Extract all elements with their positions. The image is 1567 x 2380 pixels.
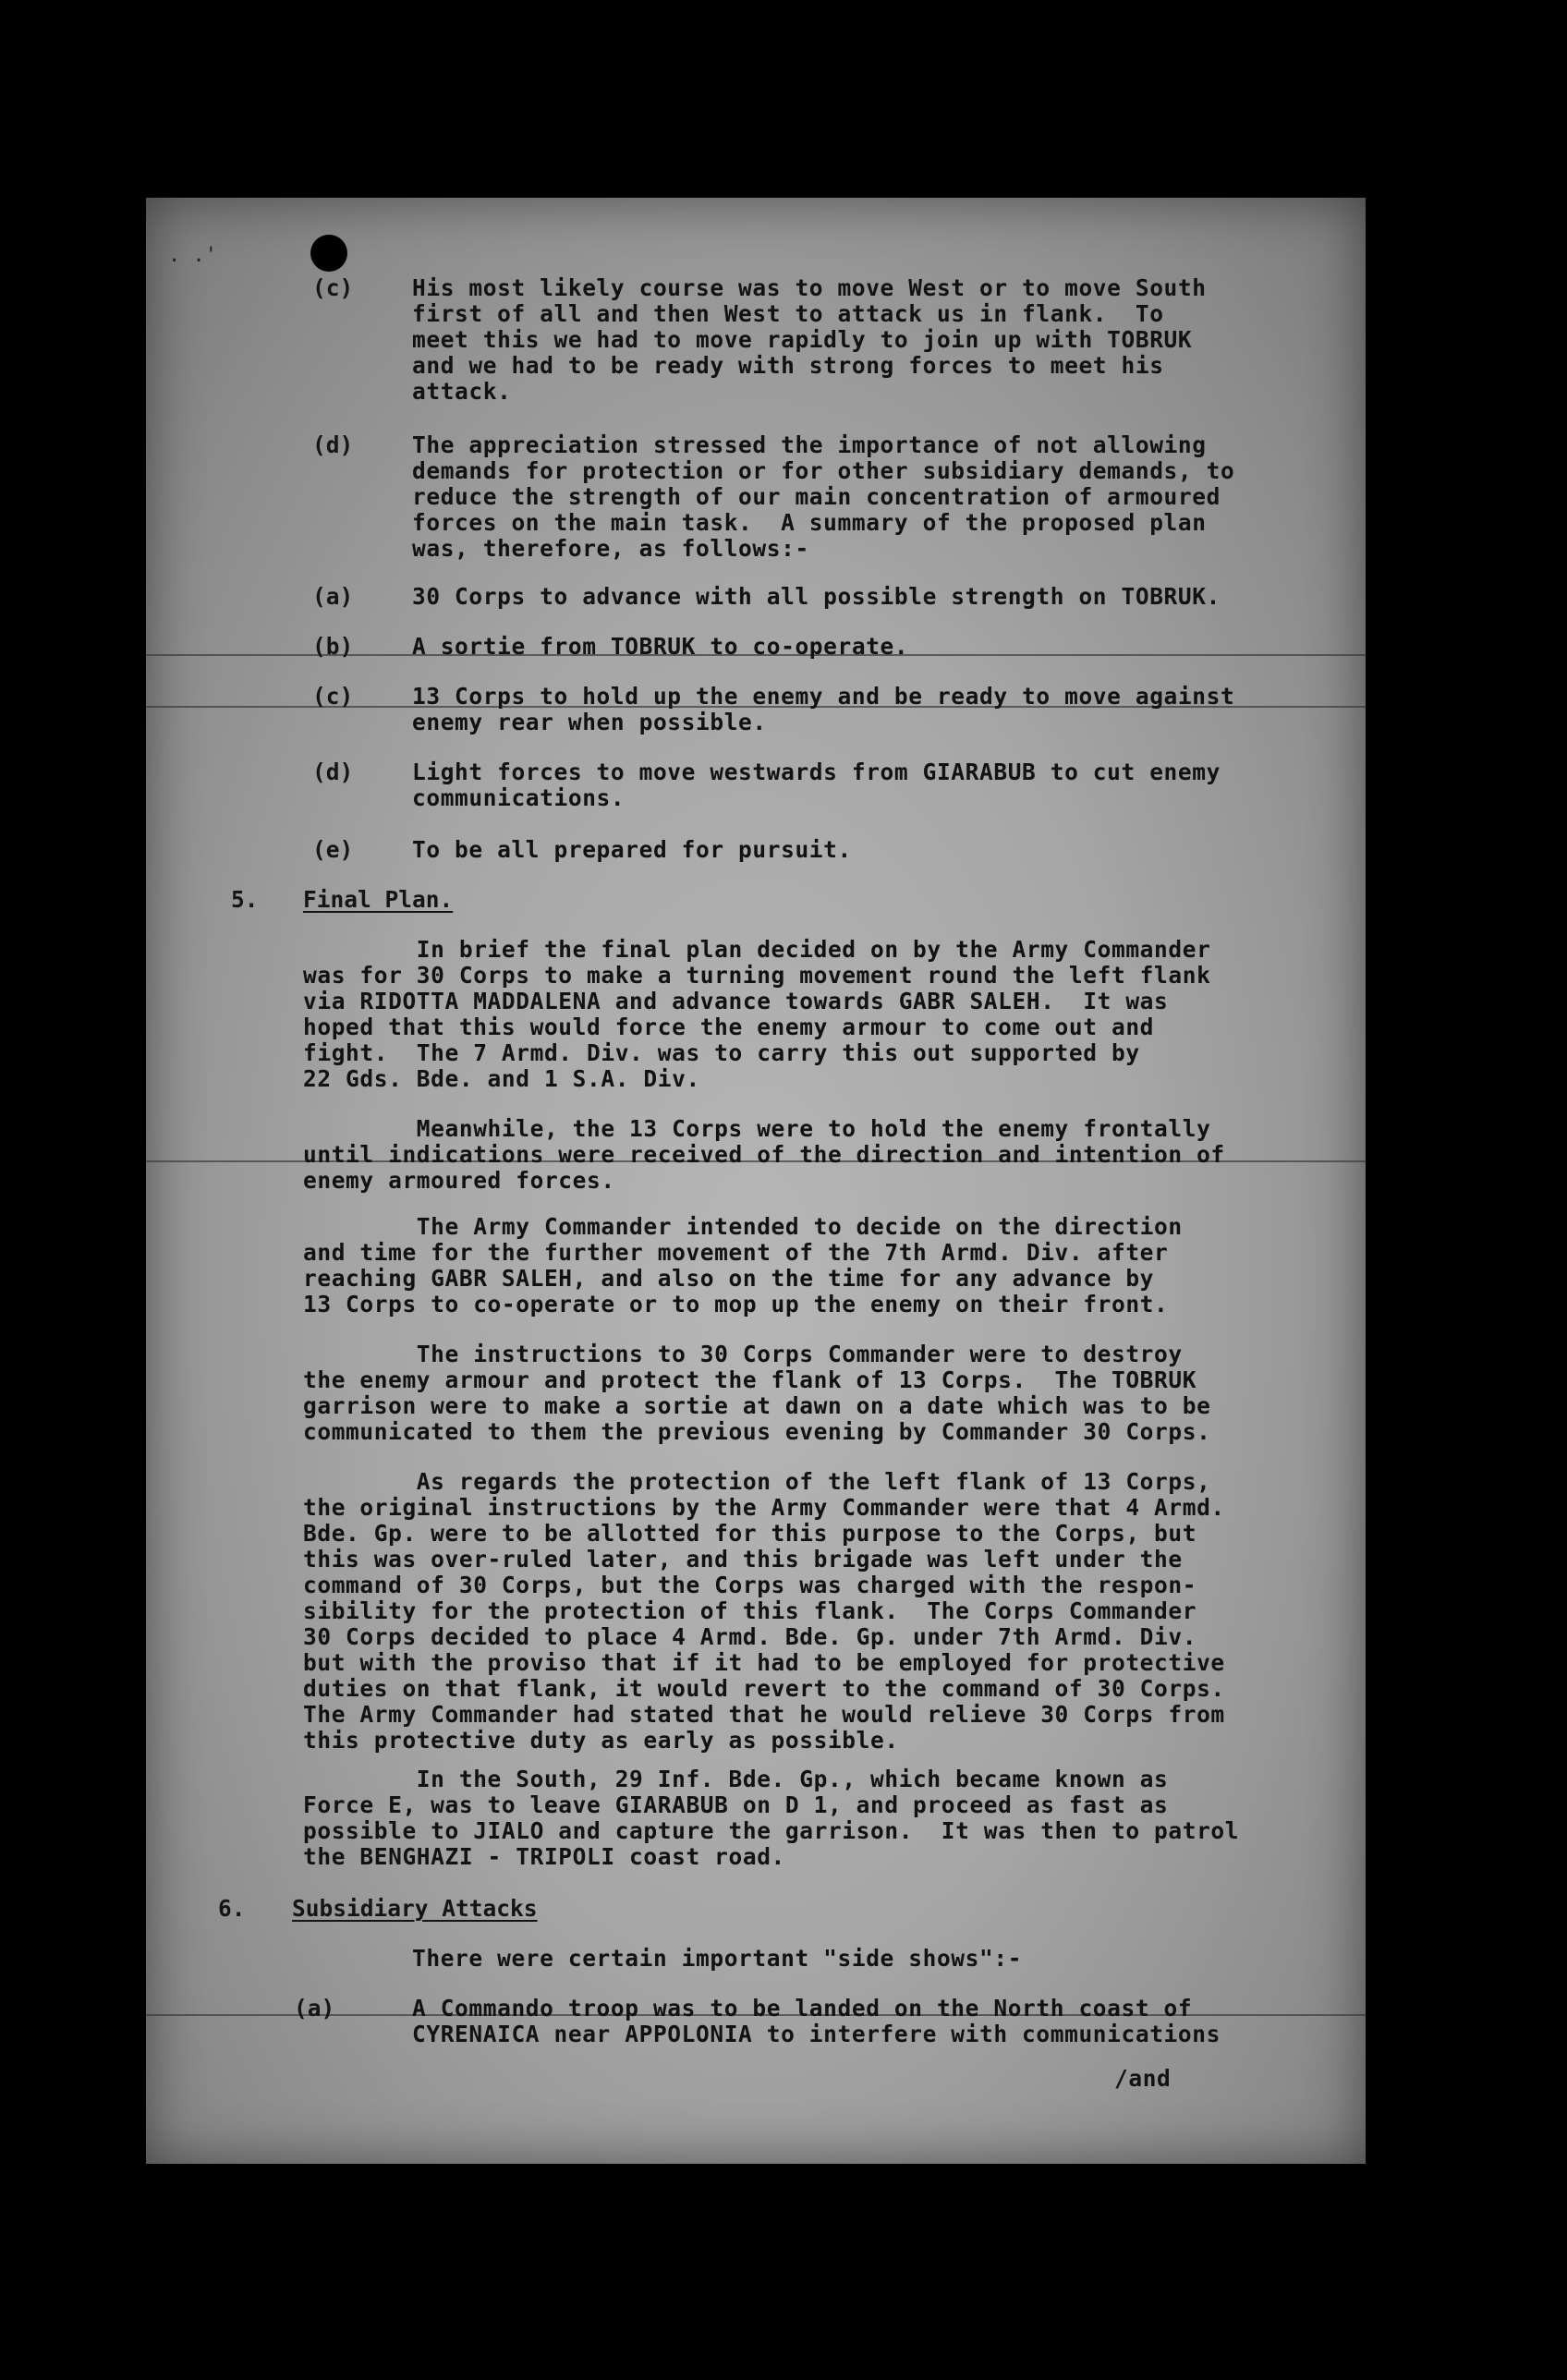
plan-item-text: Light forces to move westwards from GIARABUB to cut enemy communications. [412, 759, 1221, 811]
paragraph: The instructions to 30 Corps Commander were to destroy the enemy armour and protect the flank of 13 Corps. The TOBRUK garrison were to make a sortie at dawn on a date which was to be communicated to them the previous evening by Commander 30 Corps. [303, 1341, 1211, 1445]
item-text: A Commando troop was to be landed on the North coast of CYRENAICA near APPOLONIA to interfere with communications [412, 1995, 1221, 2047]
plan-item-label: (e) [312, 836, 354, 863]
plan-item-label: (c) [312, 683, 354, 710]
paragraph: In brief the final plan decided on by the Army Commander was for 30 Corps to make a turning movement round the left flank via RIDOTTA MADDALENA and advance towards GABR SALEH. It was hoped that this would force the enemy armour to come out and fight. The 7 Armd. Div. was to carry this out supported by 22 Gds. Bde. and 1 S.A. Div. [303, 936, 1211, 1092]
paragraph: In the South, 29 Inf. Bde. Gp., which became known as Force E, was to leave GIARABUB on D 1, and proceed as fast as possible to JIALO and capture the garrison. It was then to patrol the BENGHAZI - TRIPOLI coast road. [303, 1766, 1240, 1870]
item-label: (c) [312, 274, 354, 301]
section-intro: There were certain important "side shows":- [412, 1945, 1023, 1972]
section-heading: Final Plan. [303, 886, 454, 913]
section-number: 5. [231, 886, 259, 913]
paragraph: Meanwhile, the 13 Corps were to hold the enemy frontally until indications were received of the direction and intention of enemy armoured forces. [303, 1115, 1225, 1194]
plan-item-text: 30 Corps to advance with all possible strength on TOBRUK. [412, 583, 1221, 610]
plan-item-label: (b) [312, 633, 354, 660]
item-text: The appreciation stressed the importance of not allowing demands for protection or for other subsidiary demands, to reduce the strength of our main concentration of armoured forces on the main task. A summary of the proposed plan was, therefore, as follows:- [412, 431, 1235, 562]
plan-item-label: (d) [312, 759, 354, 785]
punch-hole [310, 235, 347, 272]
page-marks: . .' [168, 244, 217, 267]
plan-item-text: To be all prepared for pursuit. [412, 836, 852, 863]
plan-item-text: 13 Corps to hold up the enemy and be ready to move against enemy rear when possible. [412, 683, 1235, 735]
section-number: 6. [218, 1895, 246, 1922]
item-label: (d) [312, 431, 354, 458]
section-heading: Subsidiary Attacks [292, 1895, 538, 1922]
catchword: /and [1114, 2065, 1172, 2092]
item-label: (a) [294, 1995, 335, 2022]
paragraph: The Army Commander intended to decide on the direction and time for the further movement of the 7th Armd. Div. after reaching GABR SALEH, and also on the time for any advance by 13 Corps to co-operate or to mop up the enemy on their front. [303, 1213, 1183, 1318]
item-text: His most likely course was to move West or to move South first of all and then West to attack us in flank. To meet this we had to move rapidly to join up with TOBRUK and we had to be ready with strong forces to meet his attack. [412, 274, 1207, 405]
plan-item-label: (a) [312, 583, 354, 610]
plan-item-text: A sortie from TOBRUK to co-operate. [412, 633, 909, 660]
paragraph: As regards the protection of the left flank of 13 Corps, the original instructions by the Army Commander were that 4 Armd. Bde. Gp. were to be allotted for this purpose to the Corps, but this was over-ruled later, and this brigade was left under the command of 30 Corps, but the Corps was charged with the respon- sibility for the protection of this flank. The Corps Commander 30 Corps decided to place 4 Armd. Bde. Gp. under 7th Armd. Div. but with the proviso that if it had to be employed for protective duties on that flank, it would revert to the command of 30 Corps. The Army Commander had stated that he would relieve 30 Corps from this protective duty as early as possible. [303, 1468, 1225, 1754]
